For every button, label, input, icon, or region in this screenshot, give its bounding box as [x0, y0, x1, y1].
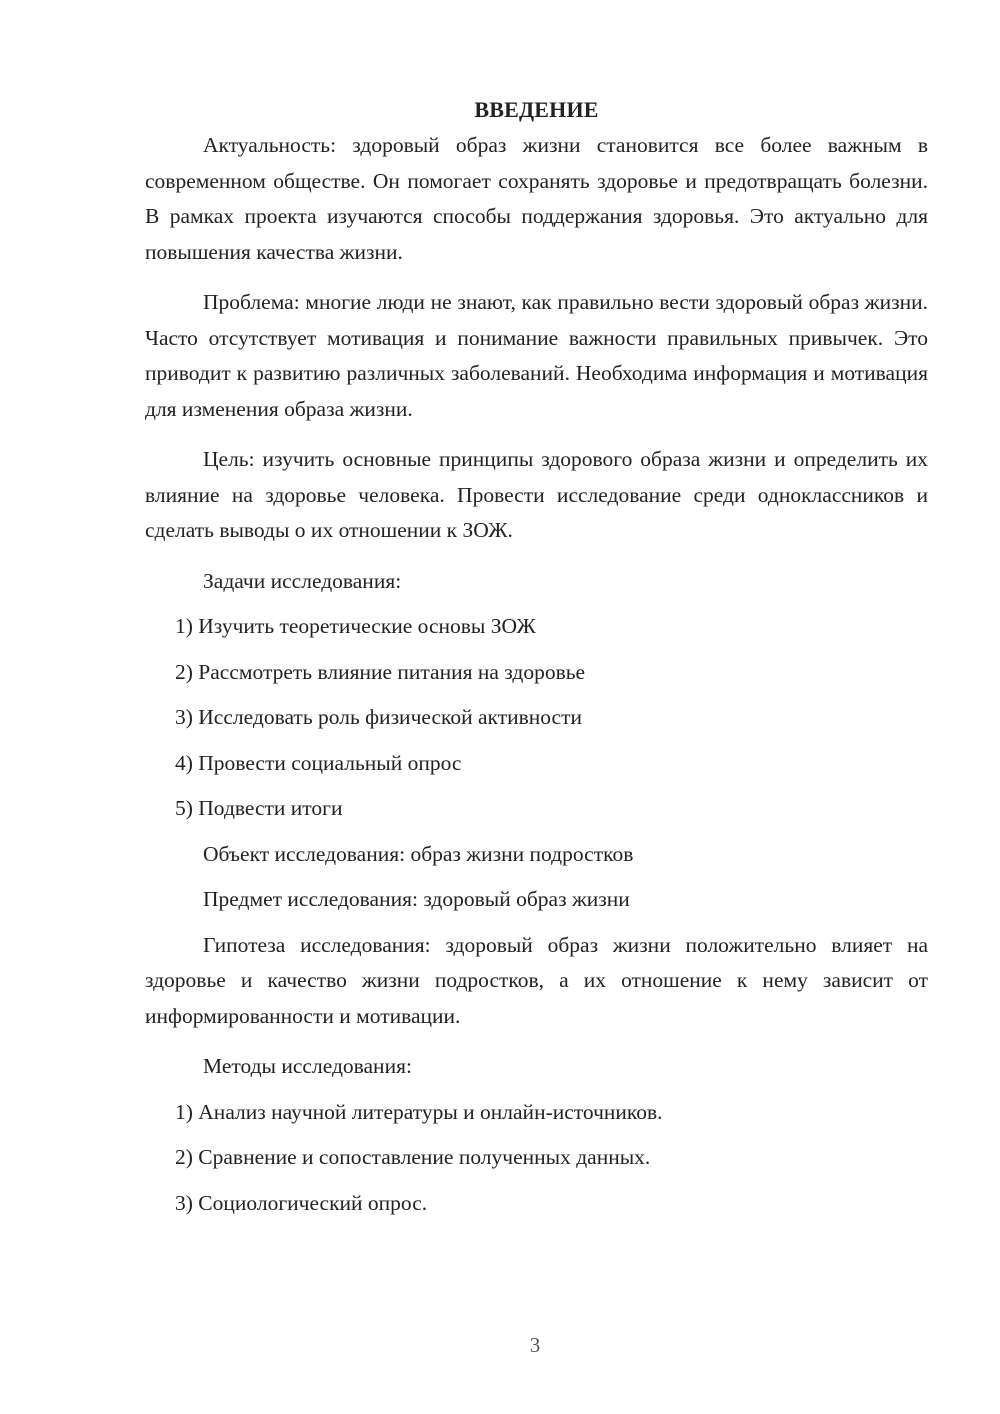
page-title: ВВЕДЕНИЕ [474, 97, 599, 122]
methods-heading: Методы исследования: [203, 1054, 412, 1078]
task-item-5: 5) Подвести итоги [175, 796, 343, 820]
task-item-1: 1) Изучить теоретические основы ЗОЖ [175, 614, 536, 638]
page-number: 3 [529, 1333, 541, 1357]
method-item-1: 1) Анализ научной литературы и онлайн-источников. [175, 1099, 663, 1124]
goal-paragraph: Цель: изучить основные принципы здорового образа жизни и определить их влияние на здоровье человека. Провести исследование среди одноклассников и сделать выводы о их отношении к ЗОЖ. [145, 447, 928, 542]
research-object: Объект исследования: образ жизни подростков [203, 841, 634, 866]
method-item-2: 2) Сравнение и сопоставление полученных данных. [175, 1145, 651, 1169]
relevance-paragraph: Актуальность: здоровый образ жизни становится все более важным в современном обществе. Он помогает сохранять здоровье и предотвращать болезни. В рамках проекта изучаются способы поддержания здоровья. Это актуально для повышения качества жизни. [145, 133, 928, 264]
hypothesis-paragraph: Гипотеза исследования: здоровый образ жизни положительно влияет на здоровье и качество жизни подростков, а их отношение к нему зависит от информированности и мотивации. [145, 932, 928, 1028]
task-item-4: 4) Провести социальный опрос [175, 750, 462, 775]
problem-paragraph: Проблема: многие люди не знают, как правильно вести здоровый образ жизни. Часто отсутствует мотивация и понимание важности правильных привычек. Это приводит к развитию различных заболеваний. Необходима информация и мотивация для изменения образа жизни. [145, 290, 928, 421]
research-subject: Предмет исследования: здоровый образ жизни [203, 887, 630, 911]
task-item-3: 3) Исследовать роль физической активности [175, 705, 582, 729]
tasks-heading: Задачи исследования: [203, 568, 402, 593]
task-item-2: 2) Рассмотреть влияние питания на здоровье [175, 659, 586, 684]
method-item-3: 3) Социологический опрос. [175, 1190, 428, 1215]
page-content [145, 94, 928, 1231]
